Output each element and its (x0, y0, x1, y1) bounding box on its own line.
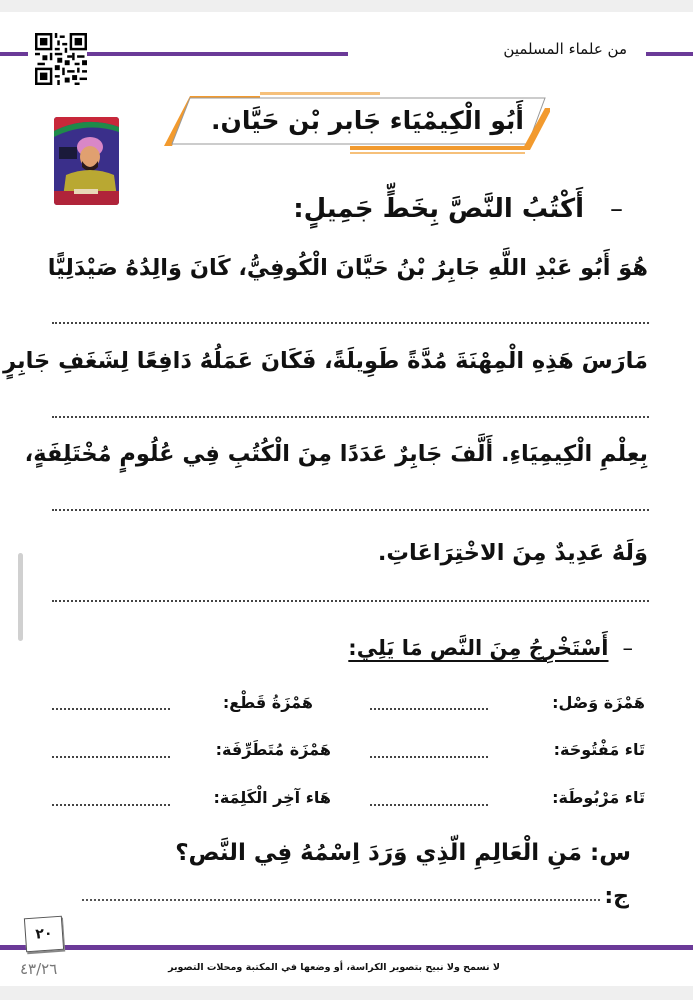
answer-hamza-mutatarrifa[interactable] (52, 756, 170, 758)
answer-hamzat-qat[interactable] (52, 708, 170, 710)
passage-line-3: بِعِلْمِ الْكِيمِيَاءِ. أَلَّفَ جَابِرٌ عَدَدًا مِنَ الْكُتُبِ فِي عُلُومٍ مُخْتَلِفَةٍ، (24, 441, 648, 467)
passage-line-4: وَلَهُ عَدِيدٌ مِنَ الاخْتِرَاعَاتِ. (377, 540, 648, 566)
viewer-bottom-bar (0, 986, 693, 1000)
viewer-page-counter: ٤٣/٢٦ (20, 960, 58, 978)
writing-line-2[interactable] (52, 416, 649, 418)
exercise1-heading (293, 194, 623, 224)
answer-line[interactable] (82, 899, 600, 901)
viewer-top-bar (0, 0, 693, 12)
label-taa-maftuha: تَاء مَفْتُوحَة: (553, 740, 645, 759)
answer-hamzat-wasl[interactable] (370, 708, 488, 710)
copyright-notice: لا نسمح ولا نبيح بتصوير الكراسة، أو وضعها في المكتبة ومحلات التصوير (168, 962, 500, 973)
exercise2-instruction: أَسْتَخْرِجُ مِنَ النَّص مَا يَلِي: (348, 636, 609, 660)
answer-label: ج: (604, 884, 629, 909)
section-title: من علماء المسلمين (503, 40, 627, 58)
exercise1-instruction: أَكْتُبُ النَّصَّ بِخَطٍّ جَمِيلٍ: (293, 194, 584, 224)
bullet-dash: – (610, 194, 623, 224)
label-hamza-mutatarrifa: هَمْزَة مُتَطَرِّفَة: (215, 740, 331, 759)
label-hamzat-qat: هَمْزَةُ قَطْع: (222, 693, 313, 712)
passage-line-2: مَارَسَ هَذِهِ الْمِهْنَةَ مُدَّةً طَوِيلَةً، فَكَانَ عَمَلُهُ دَافِعًا لِشَغَفِ جَابِرٍ (3, 348, 648, 374)
writing-line-4[interactable] (52, 600, 649, 602)
footer-rule (0, 945, 693, 950)
answer-taa-maftuha[interactable] (370, 756, 488, 758)
bullet-dash: – (622, 636, 633, 660)
header-rule-middle (68, 52, 348, 56)
qr-code-icon[interactable] (35, 33, 87, 85)
page-title: أَبُو الْكِيمْيَاء جَابر بْن حَيَّان. (211, 106, 524, 135)
writing-line-3[interactable] (52, 509, 649, 511)
jabir-portrait-image (54, 117, 119, 205)
passage-line-1: هُوَ أَبُو عَبْدِ اللَّهِ جَابِرُ بْنُ حَيَّانَ الْكُوفِيُّ، كَانَ وَالِدُهُ صَيْدَلِيًّا (47, 255, 648, 281)
header-rule-right (646, 52, 693, 56)
answer-haa-end[interactable] (52, 804, 170, 806)
page-number-tag: ٢٠ (24, 916, 64, 953)
answer-taa-marbuta[interactable] (370, 804, 488, 806)
title-banner (150, 88, 550, 156)
question-text: س: مَنِ الْعَالِمِ الّذِي وَرَدَ اِسْمُهُ فِي النَّص؟ (175, 840, 631, 866)
label-hamzat-wasl: هَمْزَة وَصْل: (552, 693, 645, 712)
writing-line-1[interactable] (52, 322, 649, 324)
scrollbar-thumb[interactable] (18, 553, 23, 641)
header-rule-left (0, 52, 28, 56)
label-taa-marbuta: تَاء مَرْبُوطَة: (552, 788, 645, 807)
exercise2-heading (348, 636, 633, 660)
label-haa-end: هَاء آخِر الْكَلِمَة: (213, 788, 331, 807)
